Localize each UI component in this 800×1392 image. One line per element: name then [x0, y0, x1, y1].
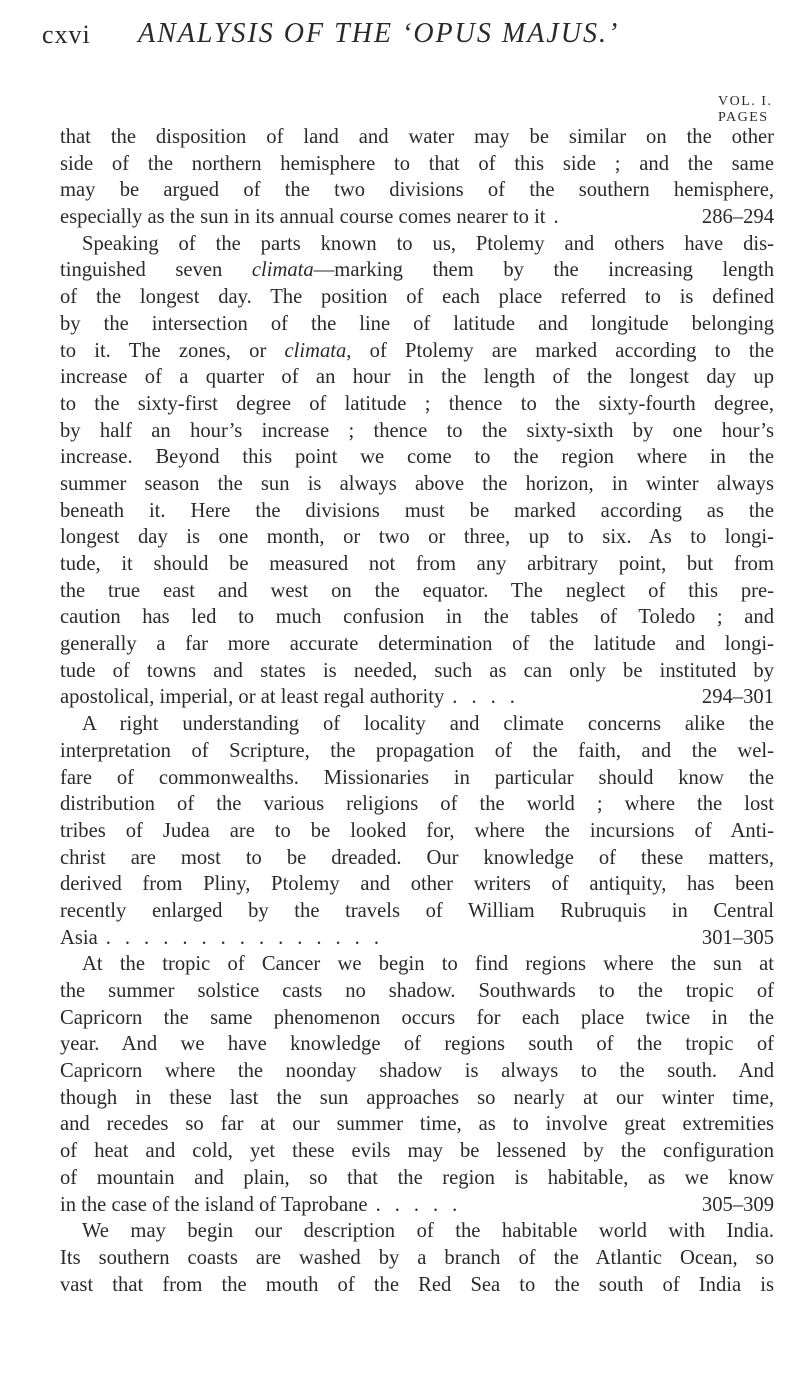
text-line: derived from Pliny, Ptolemy and other writers of antiquity, has been [60, 873, 774, 896]
page-reference: 294–301 [701, 686, 774, 709]
text-line: longest day is one month, or two or three, up to six. As to longi- [60, 526, 774, 549]
text-span: —marking them by the increasing length [313, 259, 774, 282]
leader-dots: ............... [105, 926, 393, 949]
text-span: tinguished seven [60, 259, 252, 282]
text-line: caution has led to much confusion in the tables of Toledo ; and [60, 606, 774, 629]
paragraph-tropics [60, 951, 774, 1218]
italic-term: climata [251, 259, 314, 282]
page-number: cxvi [42, 20, 91, 49]
running-title: ANALYSIS OF THE ‘OPUS MAJUS.’ [138, 18, 620, 49]
text-line-with-ref [60, 204, 774, 231]
text-line: increase. Beyond this point we come to the region where in the [60, 446, 774, 469]
paragraph-locality [60, 711, 774, 951]
text-line: tribes of Judea are to be looked for, where the incursions of Anti- [60, 819, 774, 842]
text-line: christ are most to be dreaded. Our knowledge of these matters, [60, 846, 774, 869]
page-reference: 286–294 [701, 206, 774, 229]
page-header [42, 14, 772, 64]
text-line: generally a far more accurate determination of the latitude and longi- [60, 633, 774, 656]
text-line: increase of a quarter of an hour in the length of the longest day up [60, 366, 774, 389]
text-line [60, 257, 774, 284]
text-line: vast that from the mouth of the Red Sea to the south of India is [60, 1273, 774, 1296]
text-span: to it. The zones, or [60, 339, 285, 362]
text-line: distribution of the various religions of the world ; where the lost [60, 793, 774, 816]
text-line: A right understanding of locality and climate concerns alike the [82, 713, 774, 736]
text-line: may be argued of the two divisions of the southern hemisphere, [60, 179, 774, 202]
text-line: side of the northern hemisphere to that of this side ; and the same [60, 152, 774, 175]
italic-term: climata [284, 339, 347, 362]
text-line: of mountain and plain, so that the region is habitable, as we know [60, 1166, 774, 1189]
page-reference: 305–309 [701, 1193, 774, 1216]
text-line: year. And we have knowledge of regions south of the tropic of [60, 1033, 774, 1056]
text-line: of heat and cold, yet these evils may be lessened by the configuration [60, 1140, 774, 1163]
paragraph-disposition [60, 124, 774, 231]
leader-dots: ..... [375, 1193, 472, 1216]
text-line: by half an hour’s increase ; thence to the sixty-sixth by one hour’s [60, 419, 774, 442]
text-line-with-ref [60, 684, 774, 711]
text-line-with-ref [60, 1192, 774, 1219]
text-line: interpretation of Scripture, the propagation of the faith, and the wel- [60, 739, 774, 762]
text-line: the true east and west on the equator. The neglect of this pre- [60, 579, 774, 602]
text-line: though in these last the sun approaches so nearly at our winter time, [60, 1086, 774, 1109]
text-line: of the longest day. The position of each place referred to is defined [60, 286, 774, 309]
body-text [60, 124, 774, 1298]
text-line: beneath it. Here the divisions must be marked according as the [60, 499, 774, 522]
paragraph-climata [60, 231, 774, 711]
text-line: apostolical, imperial, or at least regal authority [60, 686, 445, 709]
text-line: the summer solstice casts no shadow. Southwards to the tropic of [60, 980, 774, 1002]
column-label: VOL. I. PAGES [718, 94, 773, 125]
leader-dots: .... [452, 686, 529, 709]
text-line: Its southern coasts are washed by a branch of the Atlantic Ocean, so [60, 1246, 774, 1269]
text-line: tude of towns and states is needed, such as can only be instituted by [60, 659, 774, 682]
text-line: summer season the sun is always above the horizon, in winter always [60, 472, 774, 495]
text-line [60, 338, 774, 365]
text-line: especially as the sun in its annual course comes nearer to it [60, 206, 546, 229]
leader-dots: . [553, 206, 573, 229]
text-line: Asia [60, 926, 98, 949]
paragraph-india [60, 1218, 774, 1298]
text-line: We may begin our description of the habitable world with India. [82, 1220, 774, 1243]
text-line: fare of commonwealths. Missionaries in particular should know the [60, 766, 774, 789]
text-line: Speaking of the parts known to us, Ptolemy and others have dis- [82, 232, 774, 255]
text-line: and recedes so far at our summer time, as to involve great extremities [60, 1113, 774, 1136]
text-line: Capricorn where the noonday shadow is always to the south. And [60, 1060, 774, 1083]
text-line: that the disposition of land and water may be similar on the other [60, 126, 774, 148]
text-span: , of Ptolemy are marked according to the [346, 339, 774, 362]
text-line: in the case of the island of Taprobane [60, 1193, 368, 1216]
text-line: recently enlarged by the travels of William Rubruquis in Central [60, 899, 774, 922]
text-line: At the tropic of Cancer we begin to find regions where the sun at [82, 953, 774, 976]
text-line: to the sixty-first degree of latitude ; thence to the sixty-fourth degree, [60, 392, 774, 415]
text-line-with-ref [60, 925, 774, 952]
text-line: Capricorn the same phenomenon occurs for each place twice in the [60, 1006, 774, 1029]
text-line: tude, it should be measured not from any arbitrary point, but from [60, 553, 774, 575]
text-line: by the intersection of the line of latitude and longitude belonging [60, 312, 774, 335]
page-reference: 301–305 [701, 926, 774, 949]
